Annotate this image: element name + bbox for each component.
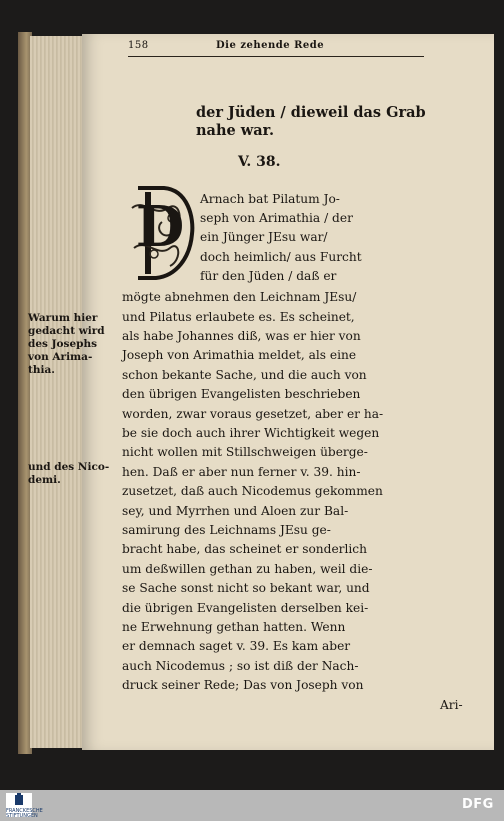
margin-note-line: gedacht wird (28, 325, 105, 337)
margin-note-line: thia. (28, 364, 55, 376)
indented-line-2: seph von Arimathia / der (200, 211, 353, 225)
indented-line-3: ein Jünger JEsu war/ (200, 230, 328, 244)
body-line-5: schon bekante Sache, und die auch von (122, 368, 367, 382)
margin-note-line: des Josephs (28, 338, 98, 350)
body-line-22: Ari- (440, 698, 463, 712)
margin-note-nicodemus (28, 461, 109, 487)
margin-note-line: und des Nico- (28, 461, 110, 473)
continuation-line-2: nahe war. (196, 122, 274, 139)
logo-text: FRANCKESCHE STIFTUNGEN (6, 808, 43, 819)
body-line-12: sey, und Myrrhen und Aloen zur Bal- (122, 504, 349, 518)
body-line-11: zusetzet, daß auch Nicodemus gekommen (122, 484, 383, 498)
body-line-3: als habe Johannes diß, was er hier von (122, 329, 361, 343)
margin-note-line: Warum hier (28, 312, 98, 324)
body-line-4: Joseph von Arimathia meldet, als eine (122, 348, 357, 362)
body-line-10: hen. Daß er aber nun ferner v. 39. hin- (122, 465, 361, 479)
margin-note-line: demi. (28, 474, 61, 486)
page-stack (30, 36, 90, 748)
indented-line-5: für den Jüden / daß er (200, 269, 337, 283)
francke-logo (6, 793, 43, 819)
indented-line-1: Arnach bat Pilatum Jo- (200, 192, 340, 206)
body-line-14: bracht habe, das scheinet er sonderlich (122, 542, 367, 556)
body-line-7: worden, zwar voraus gesetzet, aber er ha- (122, 407, 384, 421)
body-line-16: se Sache sonst nicht so bekant war, und (122, 581, 370, 595)
decorative-initial-d (124, 178, 196, 282)
verse-heading: V. 38. (238, 154, 281, 170)
continuation-line-1: der Jüden / dieweil das Grab (196, 104, 426, 121)
initial-letter-text: D (135, 194, 185, 260)
body-line-13: samirung des Leichnams JEsu ge- (122, 523, 331, 537)
body-line-19: er demnach saget v. 39. Es kam aber (122, 639, 351, 653)
francke-logo-icon (6, 793, 32, 807)
margin-note-line: von Arima- (28, 351, 93, 363)
body-line-18: ne Erwehnung gethan hatten. Wenn (122, 620, 346, 634)
dfg-logo: DFG (462, 797, 494, 812)
page-header (128, 40, 418, 54)
indented-line-4: doch heimlich/ aus Furcht (200, 250, 362, 264)
body-line-20: auch Nicodemus ; so ist diß der Nach- (122, 659, 359, 673)
margin-note-joseph (28, 312, 105, 377)
page-number: 158 (128, 40, 149, 51)
body-line-6: den übrigen Evangelisten beschrieben (122, 387, 361, 401)
body-line-21: druck seiner Rede; Das von Joseph von (122, 678, 364, 692)
footer-bar (0, 790, 504, 821)
body-line-2: und Pilatus erlaubete es. Es scheinet, (122, 310, 355, 324)
body-line-8: be sie doch auch ihrer Wichtigkeit wegen (122, 426, 380, 440)
running-head: Die zehende Rede (216, 40, 325, 51)
body-line-15: um deßwillen gethan zu haben, weil die- (122, 562, 373, 576)
header-rule (128, 56, 424, 57)
body-line-1: mögte abnehmen den Leichnam JEsu/ (122, 290, 357, 304)
body-line-17: die übrigen Evangelisten derselben kei- (122, 601, 369, 615)
body-line-9: nicht wollen mit Stillschweigen überge- (122, 445, 368, 459)
